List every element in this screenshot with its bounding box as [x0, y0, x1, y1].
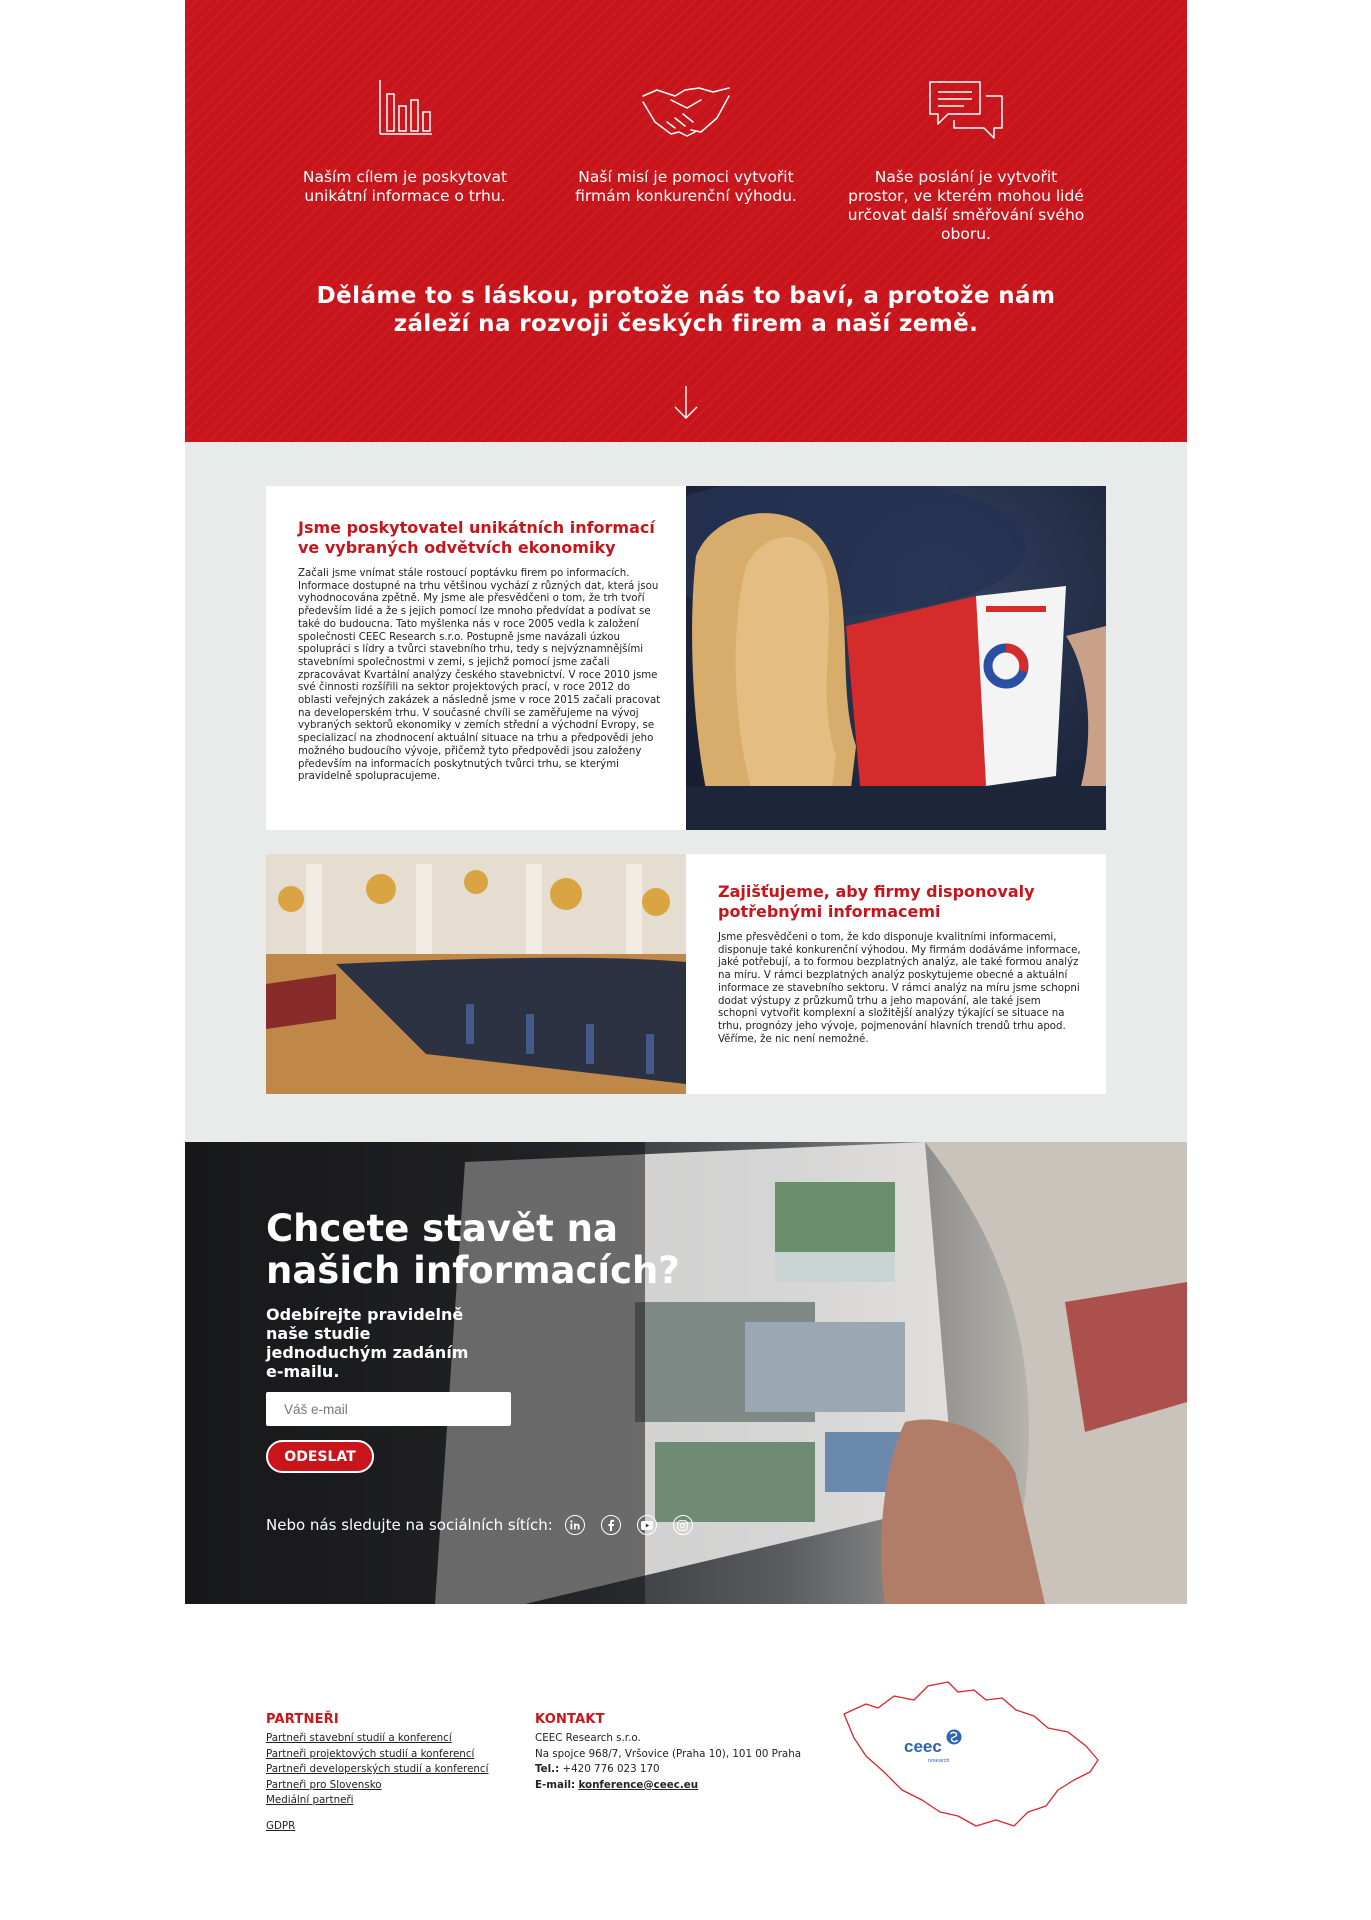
mission-text: Naší misí je pomoci vytvořit firmám konkurenční výhodu. — [575, 168, 797, 205]
about-card-title: Jsme poskytovatel unikátních informací ve vybraných odvětvích ekonomiky — [298, 518, 655, 557]
vision-column — [846, 78, 1086, 244]
vision-text: Naše poslání je vytvořit prostor, ve kterém mohou lidé určovat další směřování svého oboru. — [847, 168, 1085, 243]
goal-text: Naším cílem je poskytovat unikátní informace o trhu. — [302, 168, 508, 205]
email-link[interactable]: konference@ceec.eu — [578, 1778, 699, 1791]
partners-column — [266, 1712, 488, 1809]
submit-button[interactable]: ODESLAT — [266, 1440, 374, 1473]
mission-column — [566, 78, 806, 206]
footer — [0, 1604, 1371, 1920]
czech-map-logo — [836, 1676, 1106, 1836]
partners-link-construction[interactable]: Partneři stavební studií a konferencí — [266, 1732, 452, 1744]
partners-heading: PARTNEŘI — [266, 1712, 339, 1727]
ceec-logo-text: ceec — [904, 1737, 942, 1756]
about-card-informed-firms — [686, 854, 1106, 1094]
social-links — [266, 1514, 709, 1536]
newsletter-title: Chcete stavět na našich informacích? — [266, 1207, 680, 1292]
email-line — [535, 1778, 801, 1794]
contact-column — [535, 1712, 801, 1793]
partners-link-media[interactable]: Mediální partneři — [266, 1794, 354, 1806]
about-card-title: Zajišťujeme, aby firmy disponovaly potřebnými informacemi — [718, 882, 1035, 921]
conference-hall-photo — [266, 854, 686, 1094]
company-address: Na spojce 968/7, Vršovice (Praha 10), 101 00 Praha — [535, 1747, 802, 1760]
email-input[interactable] — [266, 1392, 511, 1426]
handshake-icon — [641, 78, 731, 140]
chat-bubbles-icon — [926, 78, 1006, 140]
gdpr-link[interactable]: GDPR — [266, 1820, 296, 1832]
partners-link-developers[interactable]: Partneři developerských studií a konferencí — [266, 1763, 489, 1775]
phone-line — [535, 1762, 801, 1778]
newsletter-subtitle: Odebírejte pravidelně naše studie jednoduchým zadáním e-mailu. — [266, 1305, 469, 1381]
newsletter-section — [185, 1142, 1187, 1604]
partners-link-projects[interactable]: Partneři projektových studií a konferencí — [266, 1747, 475, 1760]
instagram-icon[interactable] — [673, 1515, 693, 1535]
social-text: Nebo nás sledujte na sociálních sítích: — [266, 1516, 553, 1534]
about-section — [185, 442, 1187, 1142]
arrow-down-icon[interactable] — [671, 384, 701, 420]
phone-number[interactable]: +420 776 023 170 — [562, 1763, 660, 1775]
about-card-unique-info — [266, 486, 686, 830]
contact-heading: KONTAKT — [535, 1712, 605, 1727]
company-name: CEEC Research s.r.o. — [535, 1732, 641, 1744]
hero-claim: Děláme to s láskou, protože nás to baví, a protože nám záleží na rozvoji českých firem a naší země. — [316, 283, 1056, 337]
bar-chart-icon — [374, 78, 436, 140]
partners-link-slovakia[interactable]: Partneři pro Slovensko — [266, 1778, 382, 1791]
facebook-icon[interactable] — [601, 1515, 621, 1535]
about-card-text: Začali jsme vnímat stále rostoucí poptávku firem po informacích. Informace dostupné na trhu většinou vychází z různých dat, která jsou vyhodnocována zpětně. My jsme ale přesvědčeni o tom, že trh tvoří především lidé a že s jejich pomocí lze mnoho předvídat a podívat se také do budoucna. Tato myšlenka nás v roce 2005 vedla k založení společnosti CEEC Research s.r.o. Postupně jsme navázali úzkou spolupráci s lídry a tvůrci stavebního trhu, tedy s nejvýznamnějšími stavebními společnostmi v zemi, s jejichž pomocí jsme začali zpracovávat Kvartální analýzy českého stavebnictví. V roce 2010 jsme své činnosti rozšířili na sektor projektových prací, v roce 2012 do oblasti veřejných zakázek a následně jsme v roce 2015 začali pracovat na developerském trhu. V současné chvíli se zaměřujeme na vývoj vybraných sektorů ekonomiky v zemích střední a východní Evropy, se specializací na zhodnocení aktuální situace na trhu a předpovědi jeho možného budoucího vývoje, přičemž tyto předpovědi jsou založeny především na informacích poskytnutých tvůrci trhu, se kterými pravidelně spolupracujeme. — [298, 568, 661, 783]
woman-reading-photo — [686, 486, 1106, 830]
email-label: E-mail: — [535, 1778, 576, 1791]
goal-column — [285, 78, 525, 206]
ceec-logo-subtext: research — [928, 1758, 950, 1764]
linkedin-icon[interactable] — [565, 1515, 585, 1535]
youtube-icon[interactable] — [637, 1515, 657, 1535]
phone-label: Tel.: — [535, 1763, 560, 1775]
about-card-text: Jsme přesvědčeni o tom, že kdo disponuje kvalitními informacemi, disponuje také konkurenční výhodou. My firmám dodáváme informace, jaké potřebují, a to formou bezplatných analýz, ale také formou analýz na míru. V rámci bezplatných analýz poskytujeme obecné a aktuální informace ze stavebního sektoru. V rámci analýz na míru jsme schopni dodat výstupy z průzkumů trhu a jeho mapování, ale také jsem schopni vytvořit komplexní a složitější analýzy týkající se situace na trhu, prognózy jeho vývoje, pojmenování hlavních trendů trhu apod. Věříme, že nic není nemožné. — [718, 932, 1081, 1045]
mission-hero — [185, 0, 1187, 442]
